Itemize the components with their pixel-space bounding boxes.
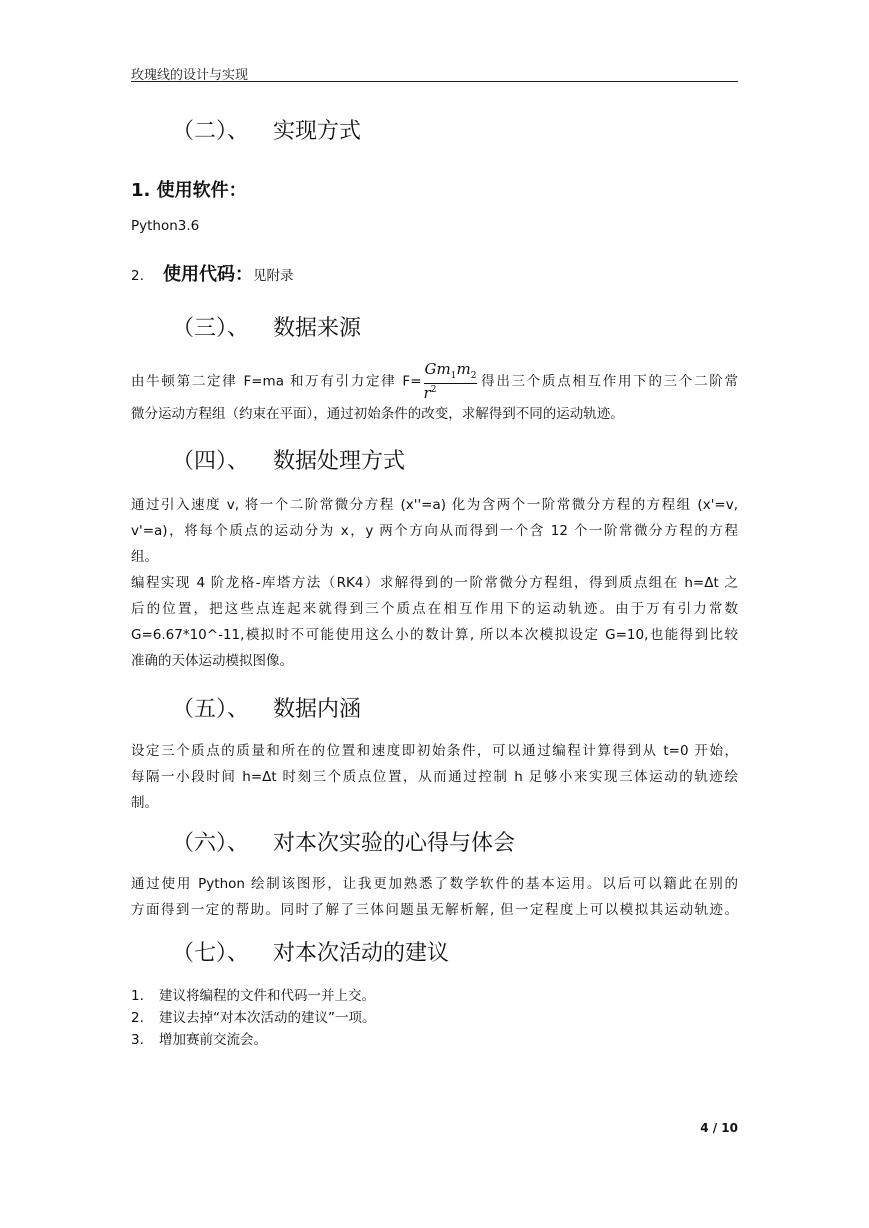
- section-number: （七）、: [172, 941, 250, 966]
- page-number: 4 / 10: [700, 1121, 738, 1135]
- text-line: G=6.67*10^-11,模拟时不可能使用这么小的数计算, 所以本次模拟设定 G=10,也能得到比较: [131, 627, 738, 643]
- section-number: （六）、: [172, 831, 250, 856]
- text-line: 方面得到一定的帮助。同时了解了三体问题虽无解析解, 但一定程度上可以模拟其运动轨迹。: [131, 902, 738, 918]
- text-line: 每隔一小段时间 h=Δt 时刻三个质点位置，从而通过控制 h 足够小来实现三体运动的轨迹绘: [131, 769, 738, 785]
- section-number: （四）、: [172, 449, 250, 474]
- section-heading-impl: [172, 114, 361, 145]
- text-line: 编程实现 4 阶龙格-库塔方法（RK4）求解得到的一阶常微分方程组，得到质点组在 h=Δt 之: [131, 575, 738, 591]
- text-line: 通过使用 Python 绘制该图形，让我更加熟悉了数学软件的基本运用。以后可以籍此在别的: [131, 876, 738, 892]
- list-item: 1. 建议将编程的文件和代码一并上交。: [131, 988, 375, 1004]
- section-number: （三）、: [172, 316, 250, 341]
- section-number: （五）、: [172, 697, 250, 722]
- text-line: 通过引入速度 v, 将一个二阶常微分方程 (x''=a) 化为含两个一阶常微分方程的方程组 (x'=v,: [131, 497, 738, 513]
- software-value: Python3.6: [131, 218, 200, 234]
- section-title: 实现方式: [273, 119, 362, 144]
- text-line: 设定三个质点的质量和所在的位置和速度即初始条件，可以通过编程计算得到从 t=0 开始，: [131, 743, 738, 759]
- text-line: 微分运动方程组（约束在平面），通过初始条件的改变，求解得到不同的运动轨迹。: [131, 406, 624, 422]
- text-line: 组。: [131, 549, 158, 565]
- gravity-formula: $\frac{Gm_1m_2}{r^2}$: [423, 360, 477, 402]
- code-value: 见附录: [253, 268, 294, 284]
- section-heading-process: [172, 444, 405, 475]
- section-heading-suggest: [172, 936, 449, 967]
- section-title: 数据来源: [273, 316, 362, 341]
- text-line: 由牛顿第二定律 F=ma 和万有引力定律 F= $\frac{Gm_1m_2}{r^2}$ 得出三个质点相互作用下的三个二阶常: [131, 360, 738, 402]
- section-number: （二）、: [172, 119, 250, 144]
- suggestion-list: [131, 985, 376, 1051]
- list-item: 3. 增加赛前交流会。: [131, 1032, 267, 1048]
- paragraph-source: [131, 362, 738, 427]
- section-heading-meaning: [172, 692, 361, 723]
- paragraph-meaning: [131, 738, 738, 816]
- text-line: v'=a)，将每个质点的运动分为 x，y 两个方向从而得到一个含 12 个一阶常微分方程的方程: [131, 523, 738, 539]
- paragraph-insight: [131, 871, 738, 923]
- text-line: 制。: [131, 795, 158, 811]
- paragraph-process: [131, 492, 738, 674]
- section-heading-insight: [172, 826, 515, 857]
- item-number: 2.: [131, 268, 144, 284]
- software-heading: 1. 使用软件：: [131, 180, 247, 201]
- code-label: 使用代码：: [163, 264, 253, 285]
- section-title: 数据处理方式: [273, 449, 406, 474]
- section-heading-source: [172, 311, 361, 342]
- code-line: [131, 260, 294, 286]
- header-rule: [131, 81, 738, 82]
- list-item: 2. 建议去掉“对本次活动的建议”一项。: [131, 1010, 376, 1026]
- text-line: 后的位置，把这些点连起来就得到三个质点在相互作用下的运动轨迹。由于万有引力常数: [131, 601, 738, 617]
- text-line: 准确的天体运动模拟图像。: [131, 653, 293, 669]
- section-title: 对本次实验的心得与体会: [273, 831, 516, 856]
- running-header: 玫瑰线的设计与实现: [131, 68, 249, 83]
- section-title: 对本次活动的建议: [273, 941, 450, 966]
- section-title: 数据内涵: [273, 697, 362, 722]
